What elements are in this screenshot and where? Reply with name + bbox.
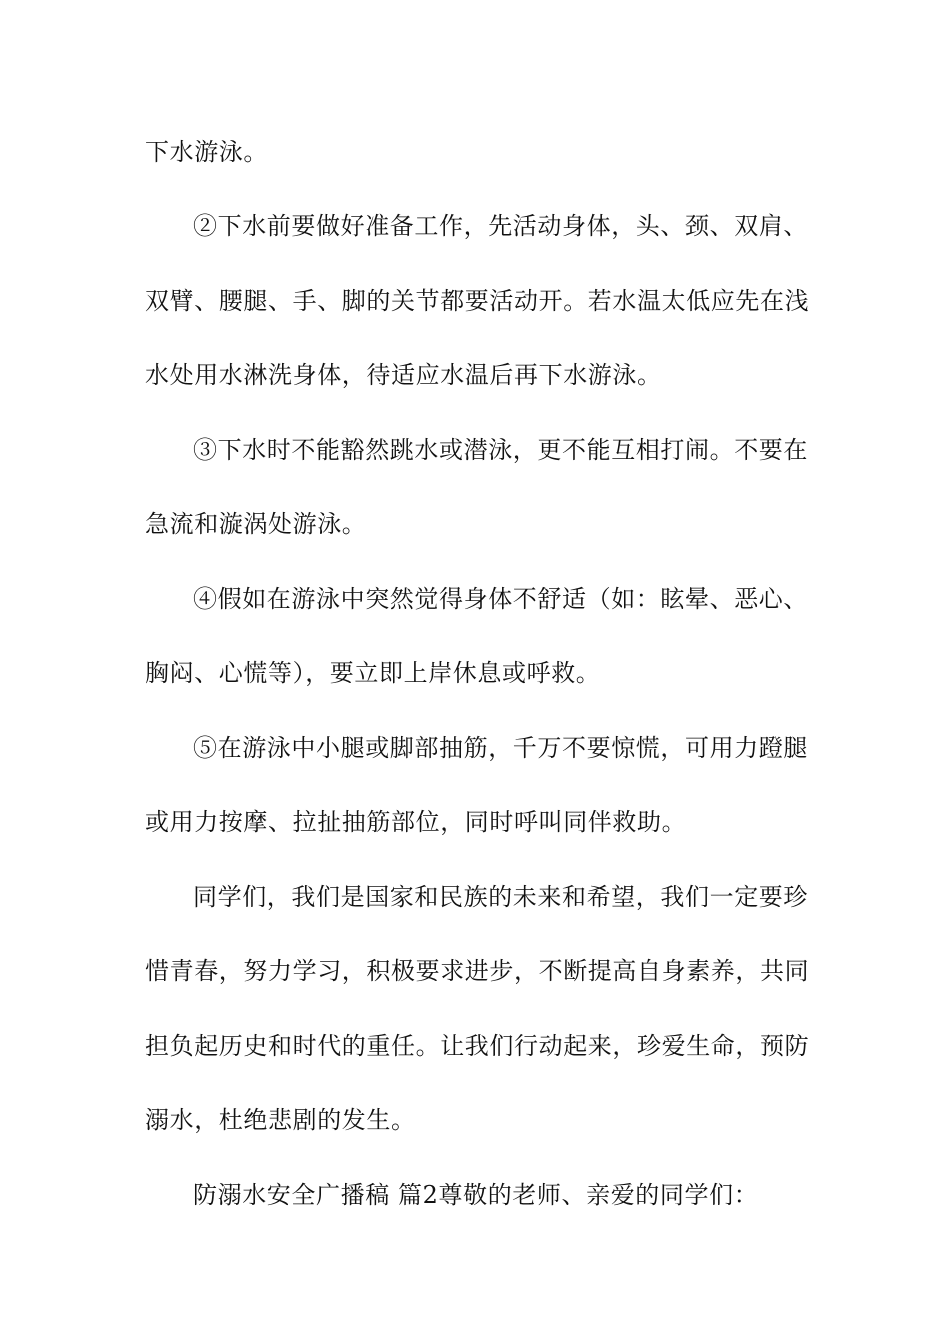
text-line-8: 胸闷、心慌等），要立即上岸休息或呼救。 xyxy=(145,659,601,687)
text-line-12: 惜青春，努力学习，积极要求进步，不断提高自身素养，共同 xyxy=(145,957,810,985)
text-line-9: ⑤在游泳中小腿或脚部抽筋，千万不要惊慌，可用力蹬腿 xyxy=(193,734,808,762)
text-line-14: 溺水，杜绝悲剧的发生。 xyxy=(145,1106,416,1134)
text-line-2: ②下水前要做好准备工作，先活动身体，头、颈、双肩、 xyxy=(193,212,808,240)
text-line-5: ③下水时不能豁然跳水或潜泳，更不能互相打闹。不要在 xyxy=(193,436,808,464)
text-line-7: ④假如在游泳中突然觉得身体不舒适（如：眩晕、恶心、 xyxy=(193,585,808,613)
text-line-10: 或用力按摩、拉扯抽筋部位，同时呼叫同伴救助。 xyxy=(145,808,687,836)
text-line-4: 水处用水淋洗身体，待适应水温后再下水游泳。 xyxy=(145,361,662,389)
text-line-11: 同学们，我们是国家和民族的未来和希望，我们一定要珍 xyxy=(193,883,808,911)
text-line-3: 双臂、腰腿、手、脚的关节都要活动开。若水温太低应先在浅 xyxy=(145,287,810,315)
text-line-13: 担负起历史和时代的重任。让我们行动起来，珍爱生命，预防 xyxy=(145,1032,810,1060)
text-line-6: 急流和漩涡处游泳。 xyxy=(145,510,367,538)
text-line-1: 下水游泳。 xyxy=(145,138,268,166)
text-line-15: 防溺水安全广播稿 篇2尊敬的老师、亲爱的同学们： xyxy=(193,1181,759,1209)
